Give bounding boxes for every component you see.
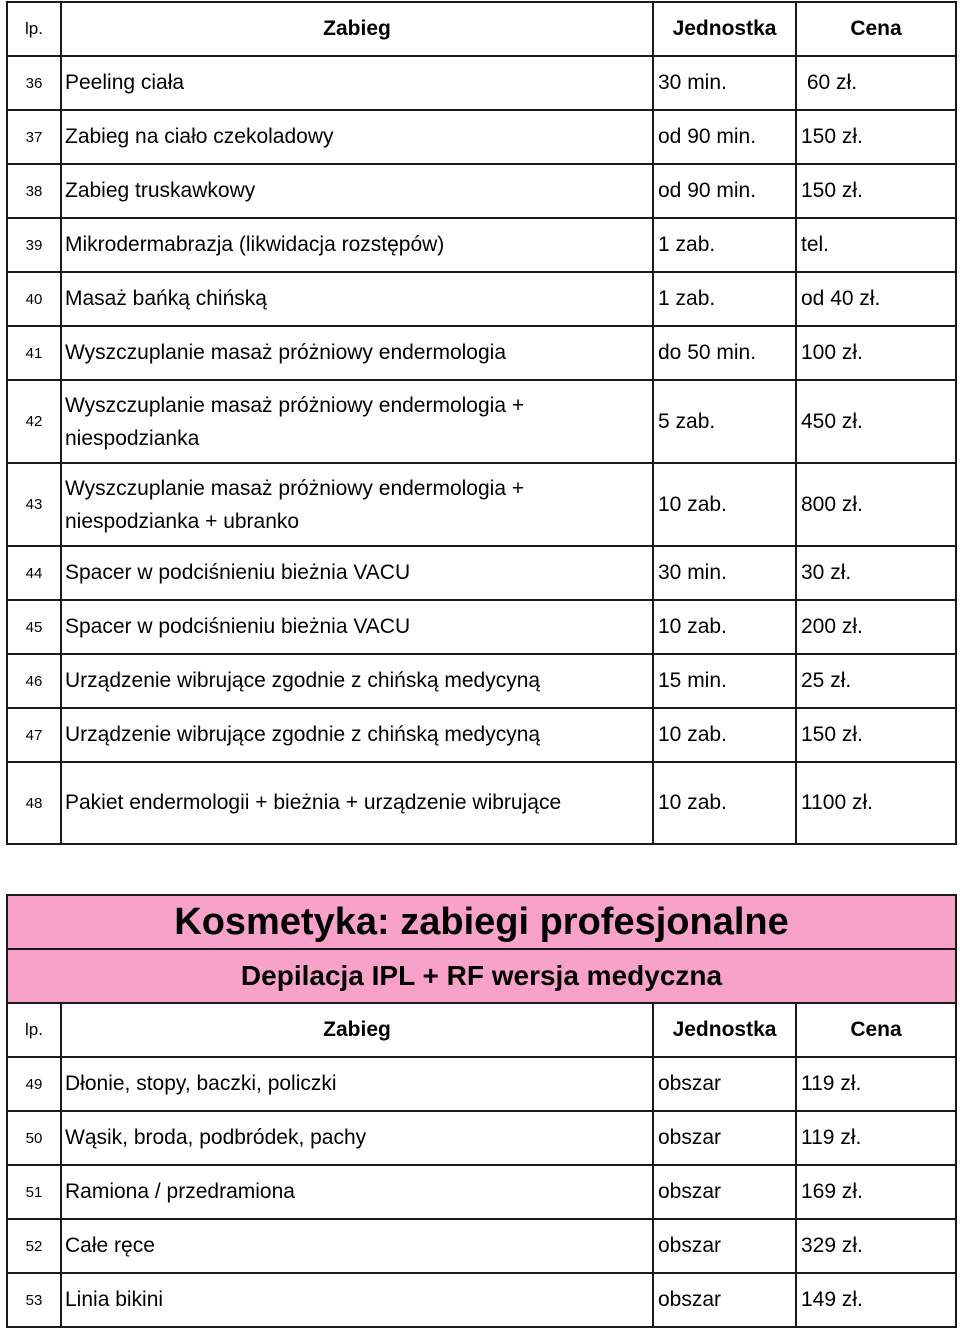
row-name: Całe ręce — [61, 1219, 653, 1273]
row-unit: 10 zab. — [653, 463, 796, 546]
row-lp: 48 — [7, 762, 61, 844]
row-price: 25 zł. — [796, 654, 956, 708]
row-lp: 50 — [7, 1111, 61, 1165]
row-price: 100 zł. — [796, 326, 956, 380]
row-price: 200 zł. — [796, 600, 956, 654]
row-lp: 45 — [7, 600, 61, 654]
row-name: Ramiona / przedramiona — [61, 1165, 653, 1219]
table-row — [7, 164, 956, 218]
header-lp: lp. — [7, 2, 61, 56]
table-row — [7, 1219, 956, 1273]
row-lp: 38 — [7, 164, 61, 218]
row-name: Wyszczuplanie masaż próżniowy endermologia — [61, 326, 653, 380]
row-price: 119 zł. — [796, 1057, 956, 1111]
header-jednostka: Jednostka — [653, 2, 796, 56]
row-unit: 10 zab. — [653, 708, 796, 762]
row-name: Mikrodermabrazja (likwidacja rozstępów) — [61, 218, 653, 272]
table-row — [7, 762, 956, 844]
table-row — [7, 56, 956, 110]
row-name: Peeling ciała — [61, 56, 653, 110]
row-unit: 1 zab. — [653, 218, 796, 272]
row-lp: 37 — [7, 110, 61, 164]
row-lp: 49 — [7, 1057, 61, 1111]
table-header-row — [7, 2, 956, 56]
row-lp: 42 — [7, 380, 61, 463]
row-lp: 51 — [7, 1165, 61, 1219]
row-name: Dłonie, stopy, baczki, policzki — [61, 1057, 653, 1111]
row-name-line1: Wyszczuplanie masaż próżniowy endermologia + — [65, 393, 525, 417]
row-lp: 43 — [7, 463, 61, 546]
row-name-line2: niespodzianka + ubranko — [65, 509, 300, 533]
row-price: 119 zł. — [796, 1111, 956, 1165]
row-name: Urządzenie wibrujące zgodnie z chińską medycyną — [61, 708, 653, 762]
row-price: 800 zł. — [796, 463, 956, 546]
row-price: 450 zł. — [796, 380, 956, 463]
row-price: 30 zł. — [796, 546, 956, 600]
table-row — [7, 218, 956, 272]
row-price: 150 zł. — [796, 708, 956, 762]
row-lp: 52 — [7, 1219, 61, 1273]
row-lp: 36 — [7, 56, 61, 110]
row-unit: obszar — [653, 1219, 796, 1273]
row-price: 169 zł. — [796, 1165, 956, 1219]
header-zabieg: Zabieg — [61, 1003, 653, 1057]
row-name: Wąsik, broda, podbródek, pachy — [61, 1111, 653, 1165]
table-row — [7, 110, 956, 164]
row-unit: 15 min. — [653, 654, 796, 708]
section-title: Kosmetyka: zabiegi profesjonalne — [7, 895, 956, 949]
row-name: Urządzenie wibrujące zgodnie z chińską medycyną — [61, 654, 653, 708]
header-cena: Cena — [796, 2, 956, 56]
row-lp: 40 — [7, 272, 61, 326]
row-unit: obszar — [653, 1057, 796, 1111]
row-unit: do 50 min. — [653, 326, 796, 380]
header-cena: Cena — [796, 1003, 956, 1057]
row-name: Masaż bańką chińską — [61, 272, 653, 326]
row-unit: 10 zab. — [653, 762, 796, 844]
price-table-cosmetics — [6, 894, 957, 1328]
row-name: Spacer w podciśnieniu bieżnia VACU — [61, 600, 653, 654]
header-zabieg: Zabieg — [61, 2, 653, 56]
row-price: tel. — [796, 218, 956, 272]
row-name: Zabieg na ciało czekoladowy — [61, 110, 653, 164]
row-price: 150 zł. — [796, 164, 956, 218]
row-lp: 44 — [7, 546, 61, 600]
row-price: 1100 zł. — [796, 762, 956, 844]
row-name: Pakiet endermologii + bieżnia + urządzenie wibrujące — [61, 762, 653, 844]
row-lp: 41 — [7, 326, 61, 380]
row-unit: 10 zab. — [653, 600, 796, 654]
row-price: 329 zł. — [796, 1219, 956, 1273]
row-price: od 40 zł. — [796, 272, 956, 326]
row-name: Spacer w podciśnieniu bieżnia VACU — [61, 546, 653, 600]
row-lp: 53 — [7, 1273, 61, 1327]
section-subtitle-row — [7, 949, 956, 1003]
table-row — [7, 654, 956, 708]
row-unit: od 90 min. — [653, 164, 796, 218]
row-name — [61, 380, 653, 463]
table-row — [7, 1273, 956, 1327]
table-row — [7, 1165, 956, 1219]
price-table-body-treatments — [6, 1, 957, 845]
row-name: Zabieg truskawkowy — [61, 164, 653, 218]
table-row — [7, 463, 956, 546]
table-header-row — [7, 1003, 956, 1057]
table-row — [7, 272, 956, 326]
row-unit: od 90 min. — [653, 110, 796, 164]
table-row — [7, 380, 956, 463]
row-lp: 47 — [7, 708, 61, 762]
row-name — [61, 463, 653, 546]
row-name-line2: niespodzianka — [65, 426, 200, 450]
section-title-row — [7, 895, 956, 949]
row-unit: 30 min. — [653, 56, 796, 110]
header-lp: lp. — [7, 1003, 61, 1057]
row-price: 150 zł. — [796, 110, 956, 164]
row-unit: 30 min. — [653, 546, 796, 600]
row-lp: 46 — [7, 654, 61, 708]
row-unit: obszar — [653, 1165, 796, 1219]
row-price: 60 zł. — [796, 56, 956, 110]
table-row — [7, 546, 956, 600]
table-row — [7, 1057, 956, 1111]
row-name-line1: Wyszczuplanie masaż próżniowy endermologia + — [65, 476, 525, 500]
row-unit: obszar — [653, 1111, 796, 1165]
table-row — [7, 600, 956, 654]
table-row — [7, 708, 956, 762]
table-row — [7, 326, 956, 380]
section-subtitle: Depilacja IPL + RF wersja medyczna — [7, 949, 956, 1003]
row-unit: obszar — [653, 1273, 796, 1327]
row-price: 149 zł. — [796, 1273, 956, 1327]
table-row — [7, 1111, 956, 1165]
row-unit: 1 zab. — [653, 272, 796, 326]
row-unit: 5 zab. — [653, 380, 796, 463]
row-name: Linia bikini — [61, 1273, 653, 1327]
header-jednostka: Jednostka — [653, 1003, 796, 1057]
row-lp: 39 — [7, 218, 61, 272]
